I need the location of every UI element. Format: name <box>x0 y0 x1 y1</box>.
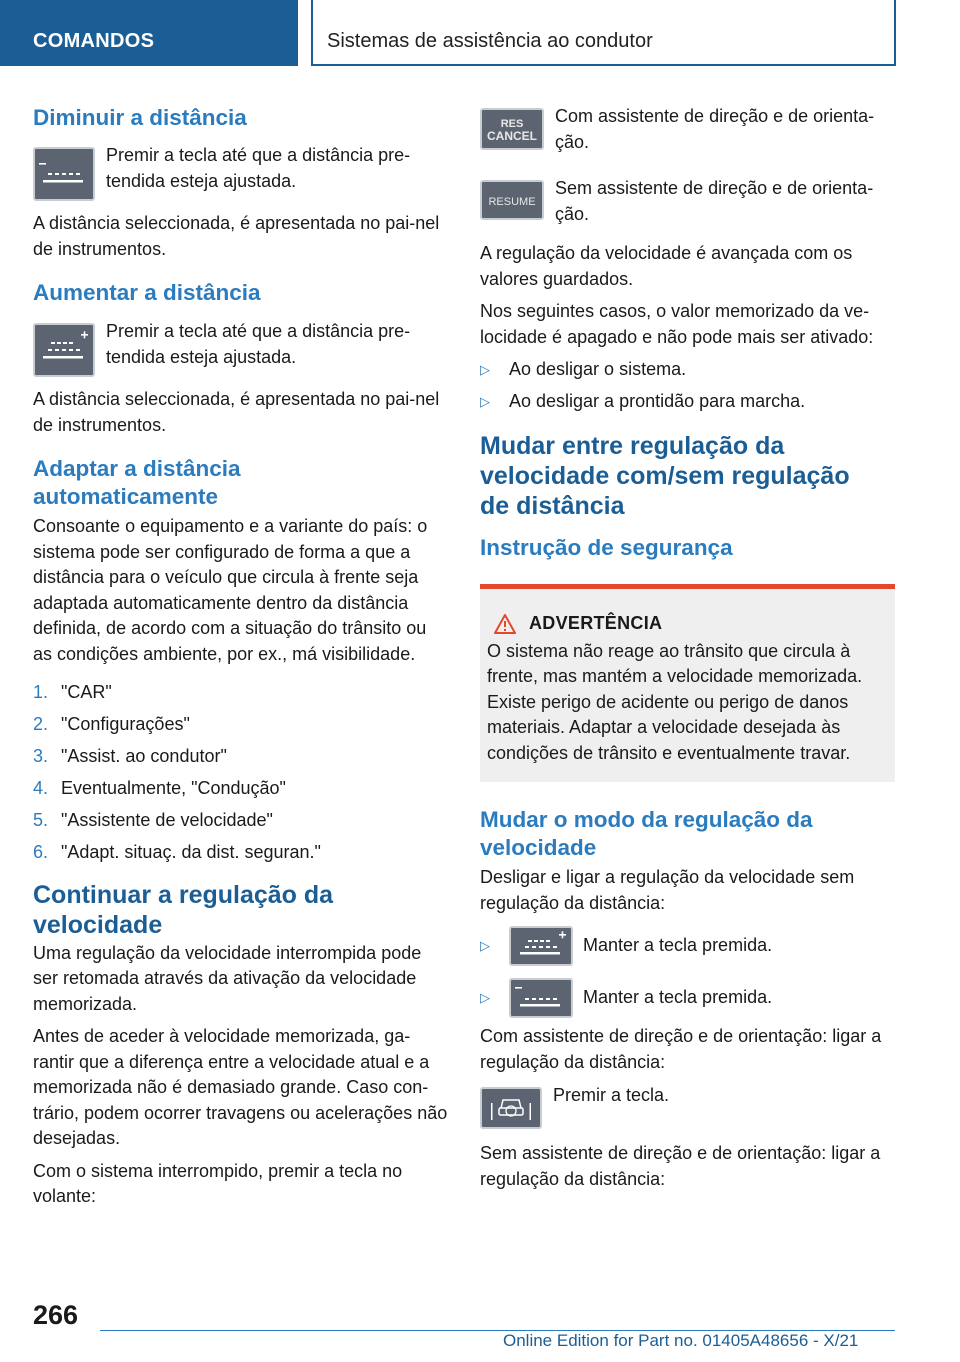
section-title: COMANDOS <box>33 30 155 52</box>
chapter-title: Sistemas de assistência ao condutor <box>327 30 653 52</box>
section-tab <box>0 0 298 66</box>
aumentar-note: A distância seleccionada, é apresentada no pai-nel de instrumentos. <box>33 389 440 435</box>
warning-text: O sistema não reage ao trânsito que circula à frente, mas mantém a velocidade memorizada. Existe perigo de acidente ou perigo de danos materiais. Adaptar a velocidade desejada às condições de trânsito e eventualmente travar. <box>487 640 863 763</box>
distance-increase-key-icon <box>509 926 573 966</box>
list-item: 1. "CAR" <box>33 682 112 702</box>
heading-adaptar: Adaptar a distância automaticamente <box>33 456 241 509</box>
cancel-label: CANCEL <box>487 129 537 143</box>
page-number: 266 <box>33 1300 79 1330</box>
com-assist-text: Com assistente de direção e de orientação: ligar a regulação da distância: <box>480 1026 882 1072</box>
key-row-res-cancel <box>480 108 895 155</box>
list-item: ▷ Ao desligar a prontidão para marcha. <box>480 391 806 411</box>
left-column <box>33 100 448 1210</box>
heading-modo: Mudar o modo da regulação da velocidade <box>480 807 813 860</box>
list-item: ▷ Ao desligar o sistema. <box>480 359 687 379</box>
list-item: 3. "Assist. ao condutor" <box>33 746 227 766</box>
resume-label: RESUME <box>488 196 536 208</box>
modo-item-1-text: Manter a tecla premida. <box>583 935 773 956</box>
steps-list <box>33 680 448 866</box>
distance-decrease-key-icon <box>33 147 95 201</box>
modo-text: Desligar e ligar a regulação da velocidade sem regulação da distância: <box>480 867 855 913</box>
warning-triangle-icon <box>493 613 517 635</box>
modo-item-2: ▷ Manter a tecla premida. <box>480 978 895 1018</box>
continuar-p1: Uma regulação da velocidade interrompida pode ser retomada através da ativação da velocidade memorizada. <box>33 942 422 1014</box>
distance-decrease-key-icon <box>509 978 573 1018</box>
heading-diminuir: Diminuir a distância <box>33 105 247 130</box>
continuar-p3: Com o sistema interrompido, premir a tecla no volante: <box>33 1160 403 1206</box>
diminuir-note: A distância seleccionada, é apresentada no pai-nel de instrumentos. <box>33 213 440 259</box>
res-cancel-text: Com assistente de direção e de orienta-ção. <box>555 106 875 152</box>
continuar-p2: Antes de aceder à velocidade memorizada, ga-rantir que a diferença entre a velocidade atual e a memorizada não é demasiado grande. Caso con-trário, podem ocorrer travagens ou acelerações não desejadas. <box>33 1026 448 1148</box>
adaptar-text: Consoante o equipamento e a variante do país: o sistema pode ser configurado de forma a que a distância para o veículo que circula à frente seja adaptada automaticamente dentro da distância definida, de acordo com a situação do trânsito ou as condições ambiente, por ex., má visibilidade. <box>33 516 428 664</box>
edition-text: Online Edition for Part no. 01405A48656 - X/21 <box>503 1331 859 1350</box>
chapter-header <box>311 0 896 66</box>
key-row-aumentar <box>33 323 448 377</box>
res-label: RES <box>500 118 524 130</box>
res-cancel-key-icon <box>480 108 544 150</box>
sem-assist-text: Sem assistente de direção e de orientação: ligar a regulação da distância: <box>480 1143 881 1189</box>
steering-assist-key-icon <box>480 1087 542 1129</box>
heading-instrucao: Instrução de segurança <box>480 534 733 560</box>
list-item: 4. Eventualmente, "Condução" <box>33 778 286 798</box>
list-item: 6. "Adapt. situaç. da dist. seguran." <box>33 842 321 862</box>
warning-header <box>493 613 887 635</box>
key-row-resume <box>480 180 895 227</box>
regulacao-text: A regulação da velocidade é avançada com os valores guardados. <box>480 243 853 289</box>
right-column <box>480 100 895 1192</box>
warning-box <box>480 584 895 783</box>
modo-item-1: ▷ Manter a tecla premida. <box>480 926 895 966</box>
heading-aumentar: Aumentar a distância <box>33 280 261 305</box>
resume-key-icon <box>480 180 544 220</box>
premir-text: Premir a tecla. <box>553 1085 670 1105</box>
key-row-diminuir <box>33 147 448 201</box>
aumentar-key-text: Premir a tecla até que a distância pre-tendida esteja ajustada. <box>106 321 411 367</box>
casos-text: Nos seguintes casos, o valor memorizado da ve-locidade é apagado e não pode mais ser ativado: <box>480 301 874 347</box>
warning-title: ADVERTÊNCIA <box>529 613 663 633</box>
heading-mudar: Mudar entre regulação da velocidade com/sem regulação de distância <box>480 431 850 520</box>
distance-increase-key-icon <box>33 323 95 377</box>
bullet-list <box>480 357 895 415</box>
list-item: 2. "Configurações" <box>33 714 190 734</box>
modo-item-2-text: Manter a tecla premida. <box>583 987 773 1008</box>
heading-continuar: Continuar a regulação da velocidade <box>33 880 334 939</box>
key-row-premir <box>480 1087 895 1129</box>
diminuir-key-text: Premir a tecla até que a distância pre-tendida esteja ajustada. <box>106 145 411 191</box>
list-item: 5. "Assistente de velocidade" <box>33 810 273 830</box>
resume-text: Sem assistente de direção e de orienta-ção. <box>555 178 874 224</box>
